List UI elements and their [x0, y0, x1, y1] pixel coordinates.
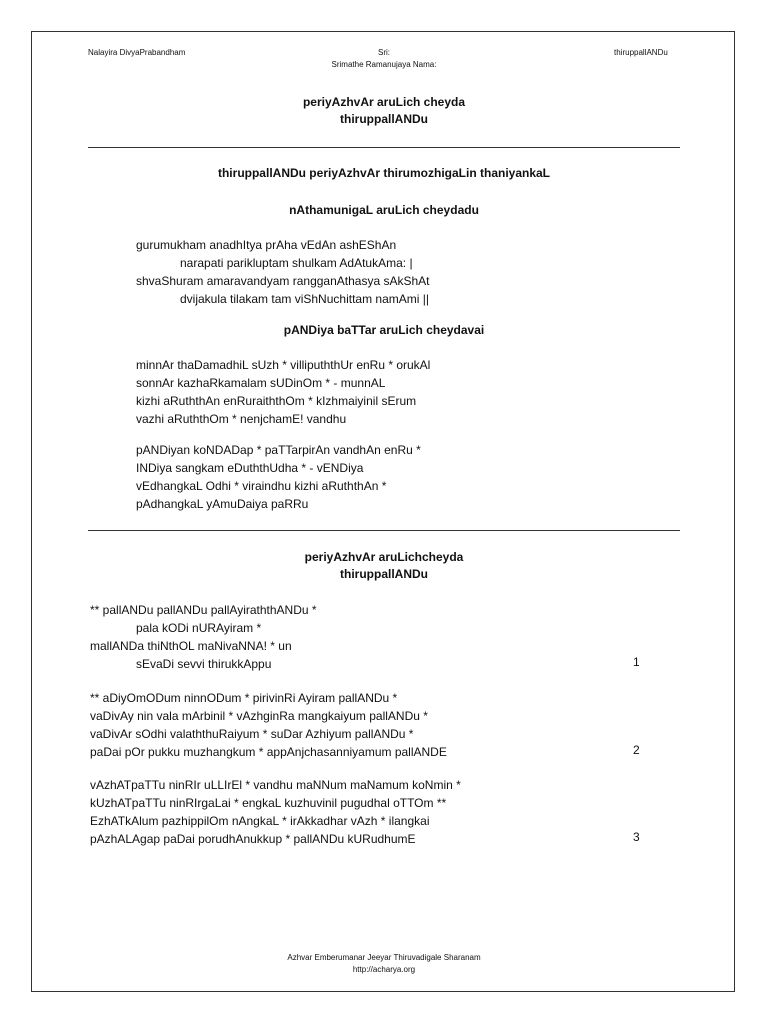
title-line2: thiruppallANDu	[340, 112, 428, 126]
verse-line: vazhi aRuththOm * nenjchamE! vandhu	[136, 412, 347, 426]
pasuram-line: kUzhATpaTTu ninRIrgaLai * engkaL kuzhuvinil pugudhal oTTOm **	[90, 796, 447, 810]
thaniyan-subheading-1: nAthamunigaL aruLich cheydadu	[289, 203, 479, 217]
pasuram-line: pAzhALAgap paDai porudhAnukkup * pallANDu kURudhumE	[90, 832, 416, 846]
verse-line: sonnAr kazhaRkamalam sUDinOm * - munnAL	[136, 376, 386, 390]
thaniyan-subheading-2: pANDiya baTTar aruLich cheydavai	[283, 323, 485, 337]
verse-line: pANDiyan koNDADap * paTTarpirAn vandhAn enRu *	[136, 443, 421, 457]
verse-line: gurumukham anadhItya prAha vEdAn ashEShAn	[136, 238, 397, 252]
pasuram-number: 3	[633, 830, 640, 844]
header-left: Nalayira DivyaPrabandham	[88, 48, 186, 57]
header-center-line1: Sri:	[378, 48, 390, 57]
verse-line: minnAr thaDamadhiL sUzh * villipuththUr enRu * orukAl	[136, 358, 431, 372]
footer-link[interactable]: http://acharya.org	[352, 965, 416, 974]
main-title-line1: periyAzhvAr aruLichcheyda	[304, 550, 464, 564]
pasuram-line: ** pallANDu pallANDu pallAyiraththANDu *	[90, 603, 317, 617]
sanskrit-verse	[136, 236, 430, 308]
header-center-line2: Srimathe Ramanujaya Nama:	[331, 60, 437, 69]
pasuram-number: 2	[633, 743, 640, 757]
divider-middle	[88, 530, 680, 531]
footer-line1: Azhvar Emberumanar Jeeyar Thiruvadigale Sharanam	[287, 953, 481, 962]
pasuram-line: pala kODi nURAyiram *	[136, 621, 262, 635]
pasuram-line: ** aDiyOmODum ninnODum * pirivinRi Ayiram pallANDu *	[90, 691, 398, 705]
header-right: thiruppallANDu	[614, 48, 668, 57]
tamil-verse-2	[136, 441, 421, 513]
divider-top	[88, 147, 680, 148]
pasuram-line: vaDivAr sOdhi valaththuRaiyum * suDar Azhiyum pallANDu *	[90, 727, 414, 741]
pasuram-line: vAzhATpaTTu ninRIr uLLIrEl * vandhu maNNum maNamum koNmin *	[90, 778, 461, 792]
pasuram-line: sEvaDi sevvi thirukkAppu	[136, 657, 272, 671]
tamil-verse-1	[136, 356, 430, 428]
pasuram-1	[90, 601, 317, 673]
pasuram-line: vaDivAy nin vala mArbinil * vAzhginRa mangkaiyum pallANDu *	[90, 709, 428, 723]
verse-line: vEdhangkaL Odhi * viraindhu kizhi aRuththAn *	[136, 479, 387, 493]
verse-line: kizhi aRuththAn enRuraiththOm * kIzhmaiyinil sErum	[136, 394, 417, 408]
pasuram-number: 1	[633, 655, 640, 669]
verse-line: shvaShuram amaravandyam rangganAthasya sAkShAt	[136, 274, 430, 288]
verse-line: pAdhangkaL yAmuDaiya paRRu	[136, 497, 309, 511]
thaniyan-heading: thiruppallANDu periyAzhvAr thirumozhigaLin thaniyankaL	[217, 166, 551, 180]
pasuram-line: EzhATkAlum pazhippilOm nAngkaL * irAkkadhar vAzh * ilangkai	[90, 814, 430, 828]
pasuram-3	[90, 776, 461, 848]
title-line1: periyAzhvAr aruLich cheyda	[302, 95, 466, 109]
main-title-line2: thiruppallANDu	[340, 567, 428, 581]
verse-line: INDiya sangkam eDuththUdha * - vENDiya	[136, 461, 364, 475]
pasuram-2	[90, 689, 447, 761]
verse-line: dvijakula tilakam tam viShNuchittam namAmi ||	[180, 292, 429, 306]
pasuram-line: mallANDa thiNthOL maNivaNNA! * un	[90, 639, 292, 653]
pasuram-line: paDai pOr pukku muzhangkum * appAnjchasanniyamum pallANDE	[90, 745, 447, 759]
verse-line: narapati parikluptam shulkam AdAtukAma: |	[180, 256, 413, 270]
